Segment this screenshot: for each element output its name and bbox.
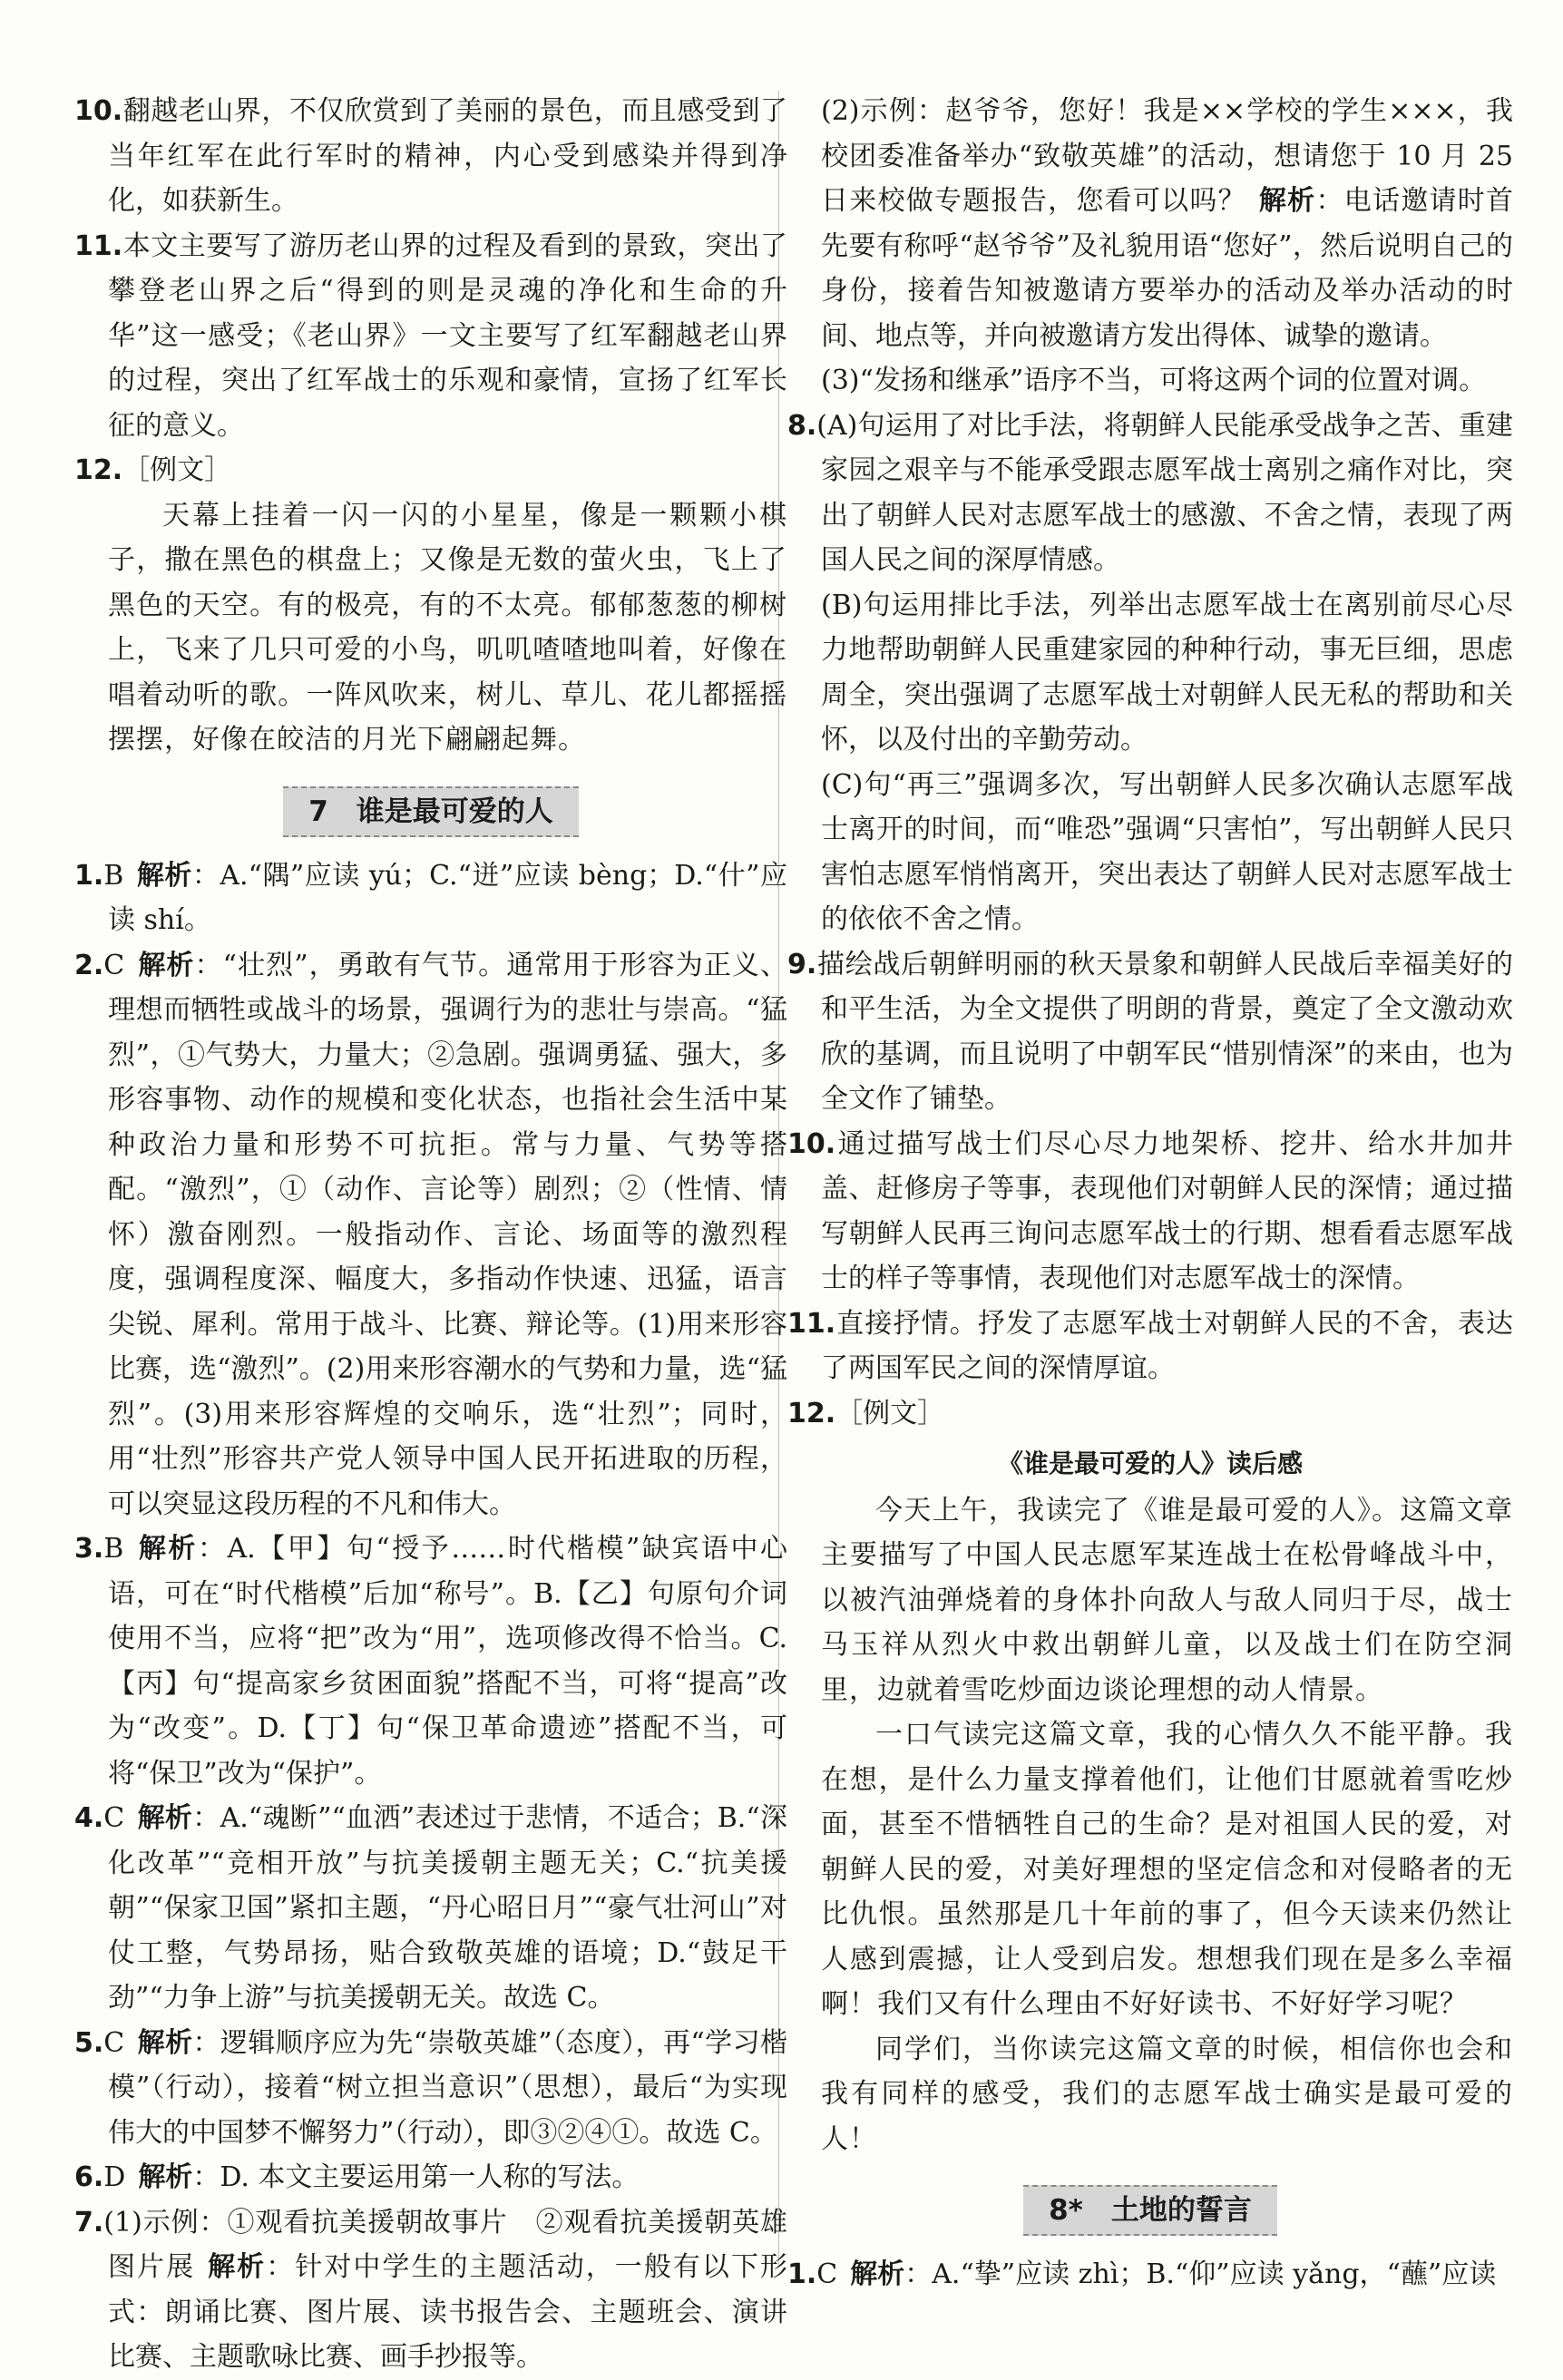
s7-answer-6: 6.D 解析：D. 本文主要运用第一人称的写法。 — [74, 2161, 640, 2193]
essay-paragraph-3: 同学们，当你读完这篇文章的时候，相信你也会和我有同样的感受，我们的志愿军战士确实是最可爱的人！ — [821, 2033, 1513, 2155]
s7-answer-9: 9.描绘战后朝鲜明丽的秋天景象和朝鲜人民战后幸福美好的和平生活，为全文提供了明朗的背景，奠定了全文激动欢欣的基调，而且说明了中朝军民“惜别情深”的来由，也为全文作了铺垫。 — [787, 948, 1513, 1115]
s7-answer-1: 1.B 解析：A.“隅”应读 yú；C.“迸”应读 bèng；D.“什”应读 shí。 — [74, 859, 787, 936]
section-title-8: 8* 土地的誓言 — [1023, 2185, 1277, 2236]
s7-answer-2: 2.C 解析：“壮烈”，勇敢有气节。通常用于形容为正义、理想而牺牲或战斗的场景，强调行为的悲壮与崇高。“猛烈”，①气势大，力量大；②急剧。强调勇猛、强大，多形容事物、动作的规模和变化状态，也指社会生活中某种政治力量和形势不可抗拒。常与力量、气势等搭配。“激烈”，①（动作、言论等）剧烈；②（性情、情怀）激奋刚烈。一般指动作、言论、场面等的激烈程度，强调程度深、幅度大，多指动作快速、迅猛，语言尖锐、犀利。常用于战斗、比赛、辩论等。(1)用来形容比赛，选“激烈”。(2)用来形容潮水的气势和力量，选“猛烈”。(3)用来形容辉煌的交响乐，选“壮烈”；同时，用“壮烈”形容共产党人领导中国人民开拓进取的历程，可以突显这段历程的不凡和伟大。 — [74, 949, 787, 1520]
s7-answer-10: 10.通过描写战士们尽心尽力地架桥、挖井、给水井加井盖、赶修房子等事，表现他们对朝鲜人民的深情；通过描写朝鲜人民再三询问志愿军战士的行期、想看看志愿军战士的样子等事情，表现他们对志愿军战士的深情。 — [787, 1127, 1513, 1294]
s7-answer-4: 4.C 解析：A.“魂断”“血洒”表述过于悲情，不适合；B.“深化改革”“竞相开放”与抗美援朝主题无关；C.“抗美援朝”“保家卫国”紧扣主题，“丹心昭日月”“豪气壮河山”对仗工整，气势昂扬，贴合致敬英雄的语境；D.“鼓足干劲”“力争上游”与抗美援朝无关。故选 C。 — [74, 1802, 788, 2014]
section-title-7: 7 谁是最可爱的人 — [283, 786, 579, 837]
answer-11: 11.本文主要写了游历老山界的过程及看到的景致，突出了攀登老山界之后“得到的则是灵魂的净化和生命的升华”这一感受；《老山界》一文主要写了红军翻越老山界的过程，突出了红军战士的乐观和豪情，宣扬了红军长征的意义。 — [74, 229, 787, 442]
essay-paragraph-2: 一口气读完这篇文章，我的心情久久不能平静。我在想，是什么力量支撑着他们，让他们甘愿就着雪吃炒面，甚至不惜牺牲自己的生命？是对祖国人民的爱，对朝鲜人民的爱，对美好理想的坚定信念和对侵略者的无比仇恨。虽然那是几十年前的事了，但今天读来仍然让人感到震撼，让人受到启发。想想我们现在是多么幸福啊！我们又有什么理由不好好读书、不好好学习呢？ — [821, 1719, 1513, 2020]
s7-answer-8c: (C)句“再三”强调多次，写出朝鲜人民多次确认志愿军战士离开的时间，而“唯恐”强调“只害怕”，写出朝鲜人民只害怕志愿军悄悄离开，突出表达了朝鲜人民对志愿军战士的依依不舍之情。 — [821, 768, 1513, 935]
s7-answer-11: 11.直接抒情。抒发了志愿军战士对朝鲜人民的不舍，表达了两国军民之间的深情厚谊。 — [787, 1307, 1513, 1384]
s7-answer-8b: (B)句运用排比手法，列举出志愿军战士在离别前尽心尽力地帮助朝鲜人民重建家园的种种行动，事无巨细，思虑周全，突出强调了志愿军战士对朝鲜人民无私的帮助和关怀，以及付出的辛勤劳动。 — [821, 589, 1513, 756]
right-column — [787, 89, 1513, 2297]
s7-answer-8a: 8.(A)句运用了对比手法，将朝鲜人民能承受战争之苦、重建家园之艰辛与不能承受跟志愿军战士离别之痛作对比，突出了朝鲜人民对志愿军战士的感激、不舍之情，表现了两国人民之间的深厚情感。 — [787, 409, 1513, 576]
s7-answer-7-3: (3)“发扬和继承”语序不当，可将这两个词的位置对调。 — [821, 365, 1487, 396]
left-column — [74, 89, 787, 2380]
sample-essay: 天幕上挂着一闪一闪的小星星，像是一颗颗小棋子，撒在黑色的棋盘上；又像是无数的萤火虫，飞上了黑色的天空。有的极亮，有的不太亮。郁郁葱葱的柳树上，飞来了几只可爱的小鸟，叽叽喳喳地叫着，好像在唱着动听的歌。一阵风吹来，树儿、草儿、花儿都摇摇摆摆，好像在皎洁的月光下翩翩起舞。 — [108, 499, 787, 756]
s7-answer-3: 3.B 解析：A.【甲】句“授予……时代楷模”缺宾语中心语，可在“时代楷模”后加“称号”。B.【乙】句原句介词使用不当，应将“把”改为“用”，选项修改得不恰当。C.【丙】句“提高家乡贫困面貌”搭配不当，可将“提高”改为“改变”。D.【丁】句“保卫革命遗迹”搭配不当，可将“保卫”改为“保护”。 — [74, 1533, 788, 1790]
s7-answer-5: 5.C 解析：逻辑顺序应为先“崇敬英雄”（态度），再“学习楷模”（行动），接着“树立担当意识”（思想），最后“为实现伟大的中国梦不懈努力”（行动），即③②④①。故选 C。 — [74, 2026, 788, 2149]
answer-12: 12.［例文］ — [74, 454, 232, 486]
s7-answer-7: 7.(1)示例：①观看抗美援朝故事片 ②观看抗美援朝英雄图片展 解析：针对中学生的主题活动，一般有以下形式：朗诵比赛、图片展、读书报告会、主题班会、演讲比赛、主题歌咏比赛、画手抄报等。 — [74, 2206, 788, 2373]
answer-10: 10.翻越老山界，不仅欣赏到了美丽的景色，而且感受到了当年红军在此行军时的精神，内心受到感染并得到净化，如获新生。 — [74, 95, 787, 217]
essay-paragraph-1: 今天上午，我读完了《谁是最可爱的人》。这篇文章主要描写了中国人民志愿军某连战士在松骨峰战斗中，以被汽油弹烧着的身体扑向敌人与敌人同归于尽，战士马玉祥从烈火中救出朝鲜儿童，以及战士们在防空洞里，边就着雪吃炒面边谈论理想的动人情景。 — [821, 1494, 1513, 1706]
essay-title: 《谁是最可爱的人》读后感 — [997, 1448, 1303, 1478]
s7-answer-12: 12.［例文］ — [787, 1397, 945, 1429]
s7-answer-7-2: (2)示例：赵爷爷，您好！我是××学校的学生×××，我校团委准备举办“致敬英雄”的活动，想请您于 10 月 25 日来校做专题报告，您看可以吗？ 解析：电话邀请时首先要有称呼“赵爷爷”及礼貌用语“您好”，然后说明自己的身份，接着告知被邀请方要举办的活动及举办活动的时间、地点等，并向被邀请方发出得体、诚挚的邀请。 — [821, 95, 1514, 352]
s8-answer-1: 1.C 解析：A.“挚”应读 zhì；B.“仰”应读 yǎng，“蘸”应读 — [787, 2258, 1497, 2290]
